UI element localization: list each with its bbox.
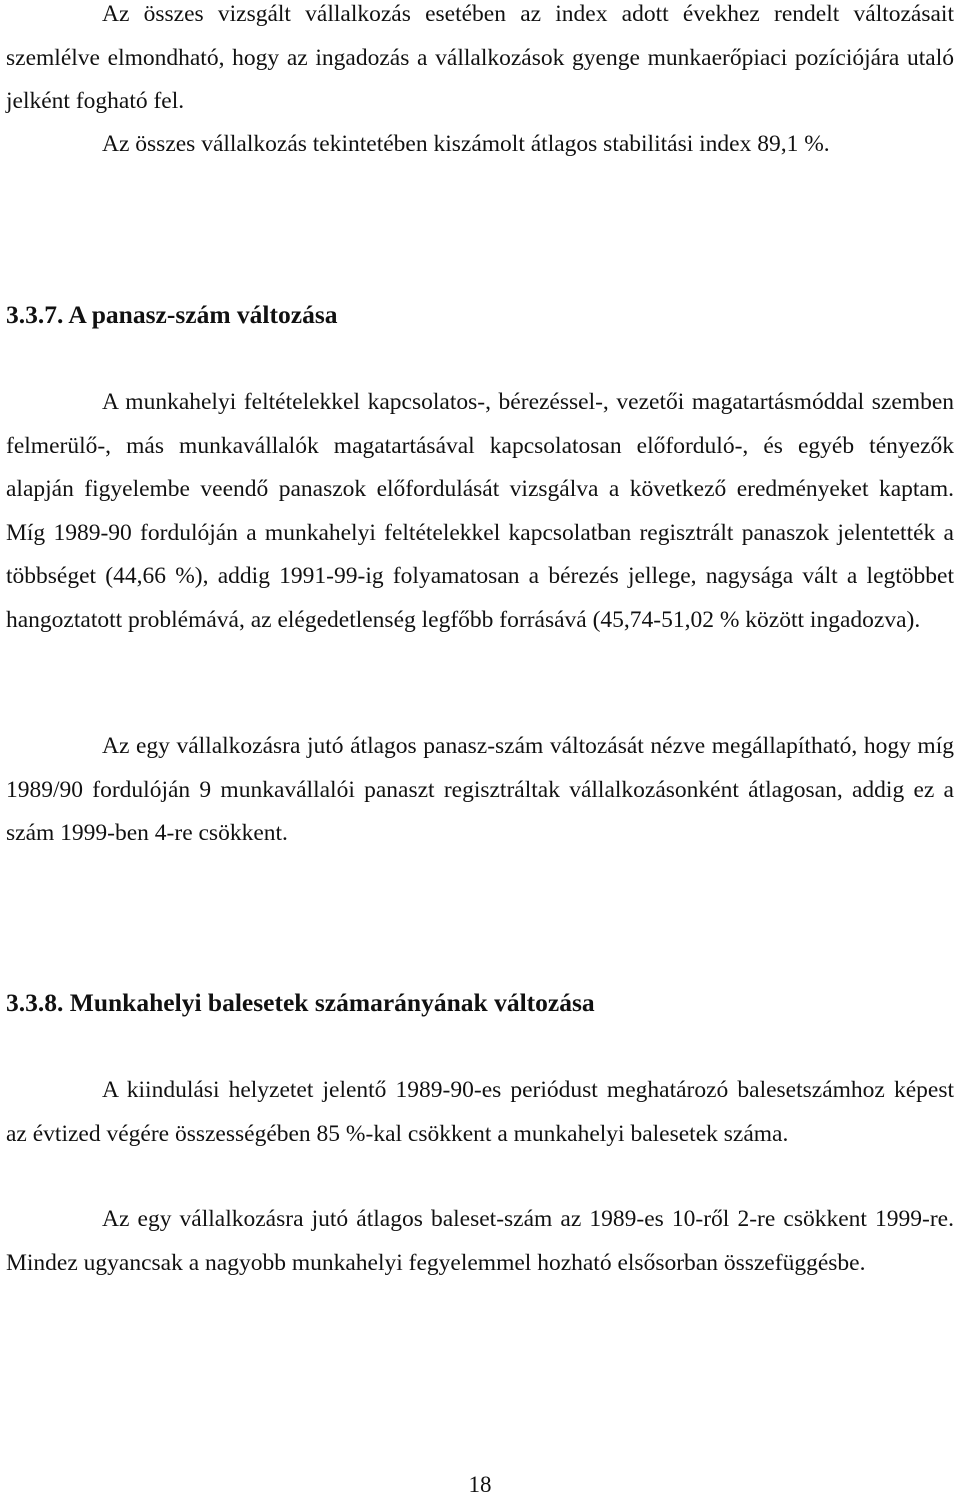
section-heading-complaints: 3.3.7. A panasz-szám változása	[6, 300, 338, 329]
page-number: 18	[468, 1472, 492, 1497]
paragraph-accidents-average: Az egy vállalkozásra jutó átlagos baleset-szám az 1989-es 10-ről 2-re csökkent 1999-re. Mindez ugyancsak a nagyobb munkahelyi fegyelemmel hozható elsősorban összefüggésbe.	[6, 1206, 954, 1276]
paragraph-complaints-average: Az egy vállalkozásra jutó átlagos panasz-szám változását nézve megállapítható, hogy míg 1989/90 fordulóján 9 munkavállalói panaszt regisztráltak vállalkozásonként átlagosan, addig ez a szám 1999-ben 4-re csökkent.	[6, 733, 954, 846]
paragraph-stability-index: Az összes vállalkozás tekintetében kiszámolt átlagos stabilitási index 89,1 %.	[102, 131, 830, 157]
paragraph-accidents-decrease: A kiindulási helyzetet jelentő 1989-90-es periódust meghatározó balesetszámhoz képest az évtized végére összességében 85 %-kal csökkent a munkahelyi balesetek száma.	[6, 1077, 954, 1147]
paragraph-complaints-results: A munkahelyi feltételekkel kapcsolatos-, bérezéssel-, vezetői magatartásmóddal szemben felmerülő-, más munkavállalók magatartásával kapcsolatosan előforduló-, és egyéb tényezők alapján figyelembe veendő panaszok előfordulását vizsgálva a következő eredményeket kaptam. Míg 1989-90 fordulóján a munkahelyi feltételekkel kapcsolatban regisztrált panaszok jelentették a többséget (44,66 %), addig 1991-99-ig folyamatosan a bérezés jellege, nagysága vált a legtöbbet hangoztatott problémává, az elégedetlenség legfőbb forrásává (45,74-51,02 % között ingadozva).	[6, 389, 954, 633]
section-heading-accidents: 3.3.8. Munkahelyi balesetek számarányának változása	[6, 988, 595, 1017]
paragraph-index-fluctuation: Az összes vizsgált vállalkozás esetében az index adott évekhez rendelt változásait szemlélve elmondható, hogy az ingadozás a vállalkozások gyenge munkaerőpiaci pozíciójára utaló jelként fogható fel.	[6, 1, 954, 114]
